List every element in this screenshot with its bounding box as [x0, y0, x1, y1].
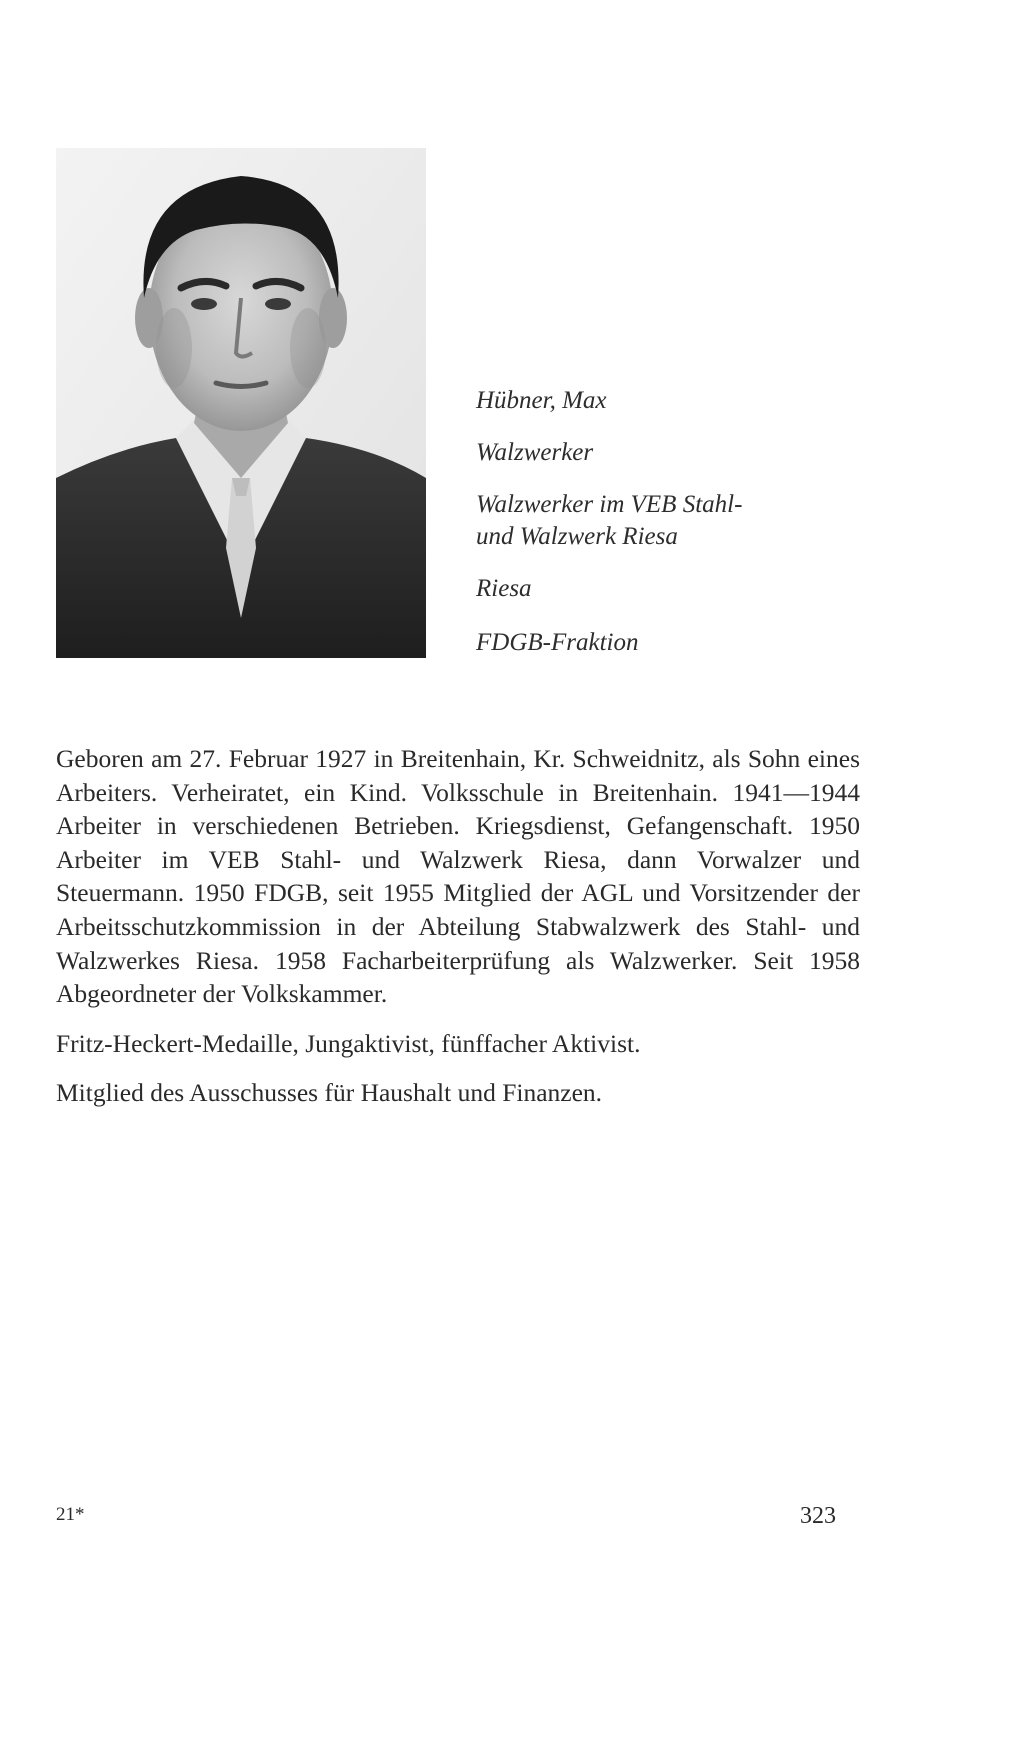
- person-occupation: Walzwerker: [476, 439, 594, 466]
- biography-main: Geboren am 27. Februar 1927 in Breitenhain, Kr. Schweidnitz, als Sohn eines Arbeiters. Verheiratet, ein Kind. Volksschule in Breitenhain. 1941—1944 Arbeiter in verschiedenen Betrieben. Kriegsdienst, Gefangenschaft. 1950 Arbeiter im VEB Stahl- und Walzwerk Riesa, dann Vorwalzer und Steuermann. 1950 FDGB, seit 1955 Mitglied der AGL und Vorsitzender der Arbeitsschutzkommission in der Abteilung Stabwalzwerk des Stahl- und Walzwerkes Riesa. 1958 Facharbeiterprüfung als Walzwerker. Seit 1958 Abgeordneter der Volkskammer.: [56, 744, 860, 1009]
- portrait-illustration: [56, 148, 426, 658]
- person-place: Riesa: [476, 575, 532, 602]
- person-name: Hübner, Max: [476, 387, 607, 414]
- signature-mark: 21*: [56, 1504, 85, 1525]
- person-workplace-line2: und Walzwerk Riesa: [476, 523, 678, 550]
- person-details: [476, 385, 896, 659]
- page-number: 323: [800, 1503, 836, 1529]
- person-workplace-line1: Walzwerker im VEB Stahl-: [476, 491, 743, 518]
- biography-committee: Mitglied des Ausschusses für Haushalt und Finanzen.: [56, 1078, 603, 1108]
- person-faction: FDGB-Fraktion: [476, 629, 639, 656]
- biography: [56, 742, 860, 1126]
- biography-awards: Fritz-Heckert-Medaille, Jungaktivist, fünffacher Aktivist.: [56, 1028, 641, 1058]
- portrait-photo: [56, 148, 426, 658]
